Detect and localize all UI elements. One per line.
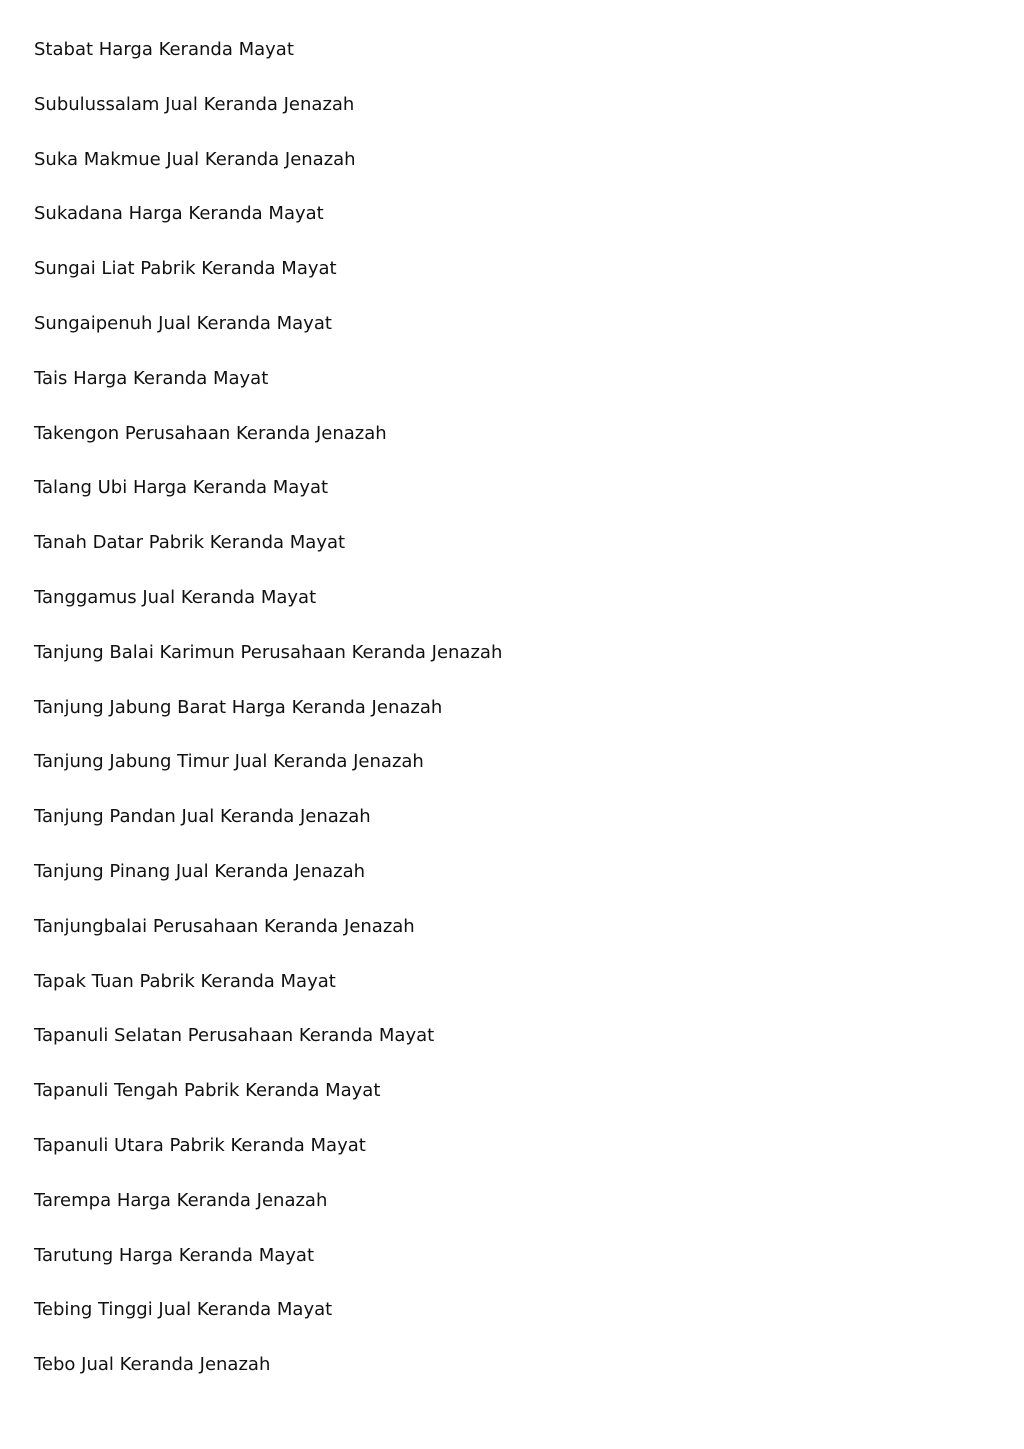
list-item: Takengon Perusahaan Keranda Jenazah [34, 422, 387, 444]
list-item: Stabat Harga Keranda Mayat [34, 39, 294, 60]
list-item: Subulussalam Jual Keranda Jenazah [34, 93, 355, 115]
list-item: Tebo Jual Keranda Jenazah [34, 1354, 271, 1376]
list-item: Tais Harga Keranda Mayat [34, 367, 269, 389]
list-item: Tanah Datar Pabrik Keranda Mayat [34, 532, 346, 554]
list-item: Tanjung Jabung Timur Jual Keranda Jenazah [34, 751, 424, 773]
location-list [34, 36, 502, 1406]
list-item: Sukadana Harga Keranda Mayat [34, 203, 324, 225]
list-item: Sungaipenuh Jual Keranda Mayat [34, 312, 332, 334]
list-item: Tebing Tinggi Jual Keranda Mayat [34, 1299, 333, 1321]
list-item: Tarutung Harga Keranda Mayat [34, 1244, 315, 1266]
list-item: Tanjung Pandan Jual Keranda Jenazah [34, 806, 371, 828]
list-item: Tanggamus Jual Keranda Mayat [34, 586, 317, 608]
list-item: Tanjung Pinang Jual Keranda Jenazah [34, 860, 366, 882]
list-item: Sungai Liat Pabrik Keranda Mayat [34, 258, 337, 280]
list-item: Tanjung Jabung Barat Harga Keranda Jenazah [34, 696, 443, 718]
list-item: Tarempa Harga Keranda Jenazah [34, 1189, 328, 1211]
list-item: Tapanuli Utara Pabrik Keranda Mayat [34, 1134, 366, 1156]
list-item: Tapanuli Tengah Pabrik Keranda Mayat [34, 1080, 381, 1102]
list-item: Tapanuli Selatan Perusahaan Keranda Mayat [34, 1025, 435, 1047]
list-item: Tapak Tuan Pabrik Keranda Mayat [34, 970, 336, 992]
list-item: Talang Ubi Harga Keranda Mayat [34, 477, 329, 499]
list-item: Tanjungbalai Perusahaan Keranda Jenazah [34, 915, 415, 937]
list-item: Suka Makmue Jual Keranda Jenazah [34, 148, 356, 170]
list-item: Tanjung Balai Karimun Perusahaan Keranda Jenazah [34, 641, 503, 663]
